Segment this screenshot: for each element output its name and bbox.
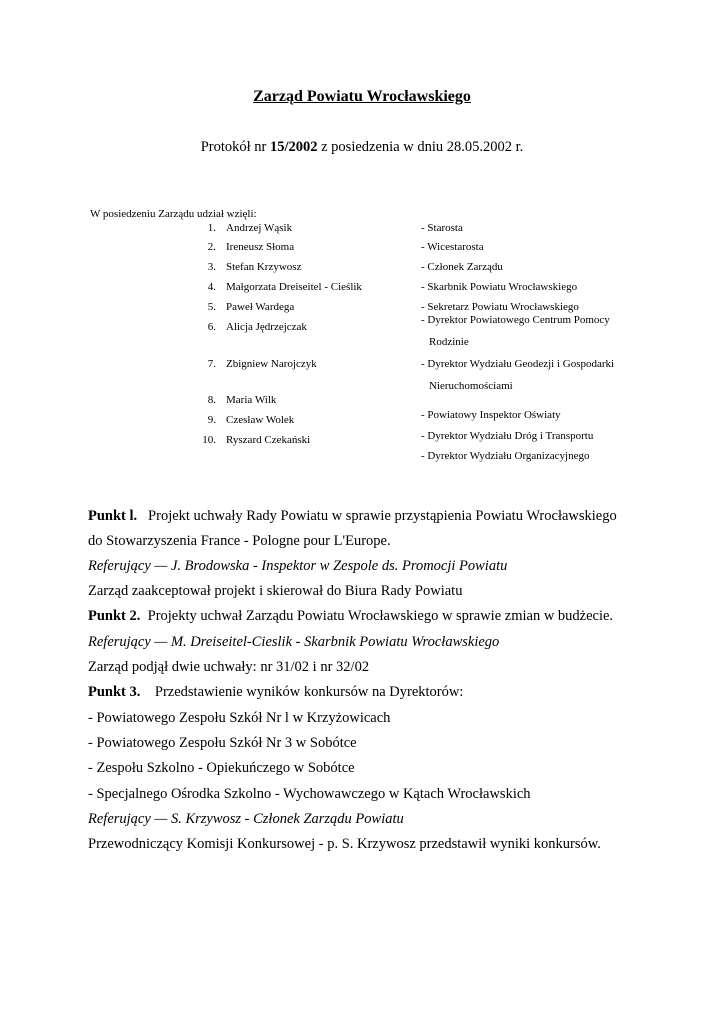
point-3-item: - Powiatowego Zespołu Szkół Nr l w Krzyżowicach	[88, 710, 391, 726]
point-2-label: Punkt 2.	[88, 608, 141, 624]
point-1-heading	[88, 508, 617, 525]
attendee-name: Małgorzata Dreiseitel - Cieślik	[226, 281, 362, 293]
point-3-text: Przedstawienie wyników konkursów na Dyrektorów:	[154, 684, 464, 700]
point-2-reporter: Referujący — M. Dreiseitel-Cieslik - Skarbnik Powiatu Wrocławskiego	[88, 634, 500, 650]
attendee-role: - Dyrektor Wydziału Dróg i Transportu	[421, 430, 594, 442]
protocol-heading	[0, 139, 724, 156]
point-1-result: Zarząd zaakceptował projekt i skierował do Biura Rady Powiatu	[88, 583, 463, 599]
attendee-number: 7.	[207, 358, 216, 370]
point-3-heading	[88, 684, 463, 701]
attendee-role: - Skarbnik Powiatu Wrocławskiego	[421, 281, 578, 293]
point-3-label: Punkt 3.	[88, 684, 141, 700]
attendee-name: Paweł Wardega	[226, 301, 295, 313]
attendee-role: - Dyrektor Wydziału Geodezji i Gospodarki	[421, 358, 615, 370]
protocol-prefix: Protokół nr	[200, 139, 267, 155]
attendee-role: - Powiatowy Inspektor Oświaty	[421, 409, 561, 421]
attendee-name: Stefan Krzywosz	[226, 261, 302, 273]
attendee-role-continued: Nieruchomościami	[429, 380, 513, 392]
attendee-role-continued: Rodzinie	[429, 336, 469, 348]
attendee-name: Alicja Jędrzejczak	[226, 321, 307, 333]
point-1-reporter: Referujący — J. Brodowska - Inspektor w Zespole ds. Promocji Powiatu	[88, 558, 508, 574]
point-1-text: Projekt uchwały Rady Powiatu w sprawie przystąpienia Powiatu Wrocławskiego	[148, 508, 617, 524]
attendee-number: 3.	[207, 261, 216, 273]
attendee-role: - Sekretarz Powiatu Wrocławskiego	[421, 301, 579, 313]
attendee-number: 1.	[207, 222, 216, 234]
attendee-name: Ryszard Czekański	[226, 434, 311, 446]
attendee-number: 6.	[207, 321, 216, 333]
attendee-name: Andrzej Wąsik	[226, 222, 293, 234]
document-title: Zarząd Powiatu Wrocławskiego	[253, 88, 471, 105]
point-3-item: - Specjalnego Ośrodka Szkolno - Wychowawczego w Kątach Wrocławskich	[88, 786, 531, 802]
attendance-intro: W posiedzeniu Zarządu udział wzięli:	[90, 208, 257, 220]
attendee-number: 5.	[207, 301, 216, 313]
attendee-number: 9.	[207, 414, 216, 426]
attendee-name: Czesław Wolek	[226, 414, 295, 426]
attendee-name: Maria Wilk	[226, 394, 277, 406]
protocol-suffix: z posiedzenia w dniu 28.05.2002 r.	[321, 139, 524, 155]
attendee-role: - Starosta	[421, 222, 463, 234]
point-1-label: Punkt l.	[88, 508, 138, 524]
attendee-number: 4.	[207, 281, 216, 293]
point-2-result: Zarząd podjął dwie uchwały: nr 31/02 i nr 32/02	[88, 659, 370, 675]
attendee-role: - Wicestarosta	[421, 241, 484, 253]
attendee-role: - Dyrektor Wydziału Organizacyjnego	[421, 450, 590, 462]
attendee-role: - Dyrektor Powiatowego Centrum Pomocy	[421, 314, 610, 326]
attendee-role: - Członek Zarządu	[421, 261, 503, 273]
attendee-number: 10.	[202, 434, 216, 446]
point-2-heading	[88, 608, 613, 625]
point-3-item: - Powiatowego Zespołu Szkół Nr 3 w Sobótce	[88, 735, 357, 751]
attendee-name: Ireneusz Słoma	[226, 241, 295, 253]
attendee-number: 8.	[207, 394, 216, 406]
point-1-text-continued: do Stowarzyszenia France - Pologne pour L'Europe.	[88, 533, 391, 549]
point-3-reporter: Referujący — S. Krzywosz - Członek Zarządu Powiatu	[88, 811, 404, 827]
point-3-item: - Zespołu Szkolno - Opiekuńczego w Sobótce	[88, 760, 355, 776]
point-3-result: Przewodniczący Komisji Konkursowej - p. S. Krzywosz przedstawił wyniki konkursów.	[88, 836, 601, 852]
point-2-text: Projekty uchwał Zarządu Powiatu Wrocławskiego w sprawie zmian w budżecie.	[147, 608, 614, 624]
attendee-name: Zbigniew Narojczyk	[226, 358, 317, 370]
attendee-number: 2.	[207, 241, 216, 253]
protocol-number: 15/2002	[269, 139, 318, 155]
